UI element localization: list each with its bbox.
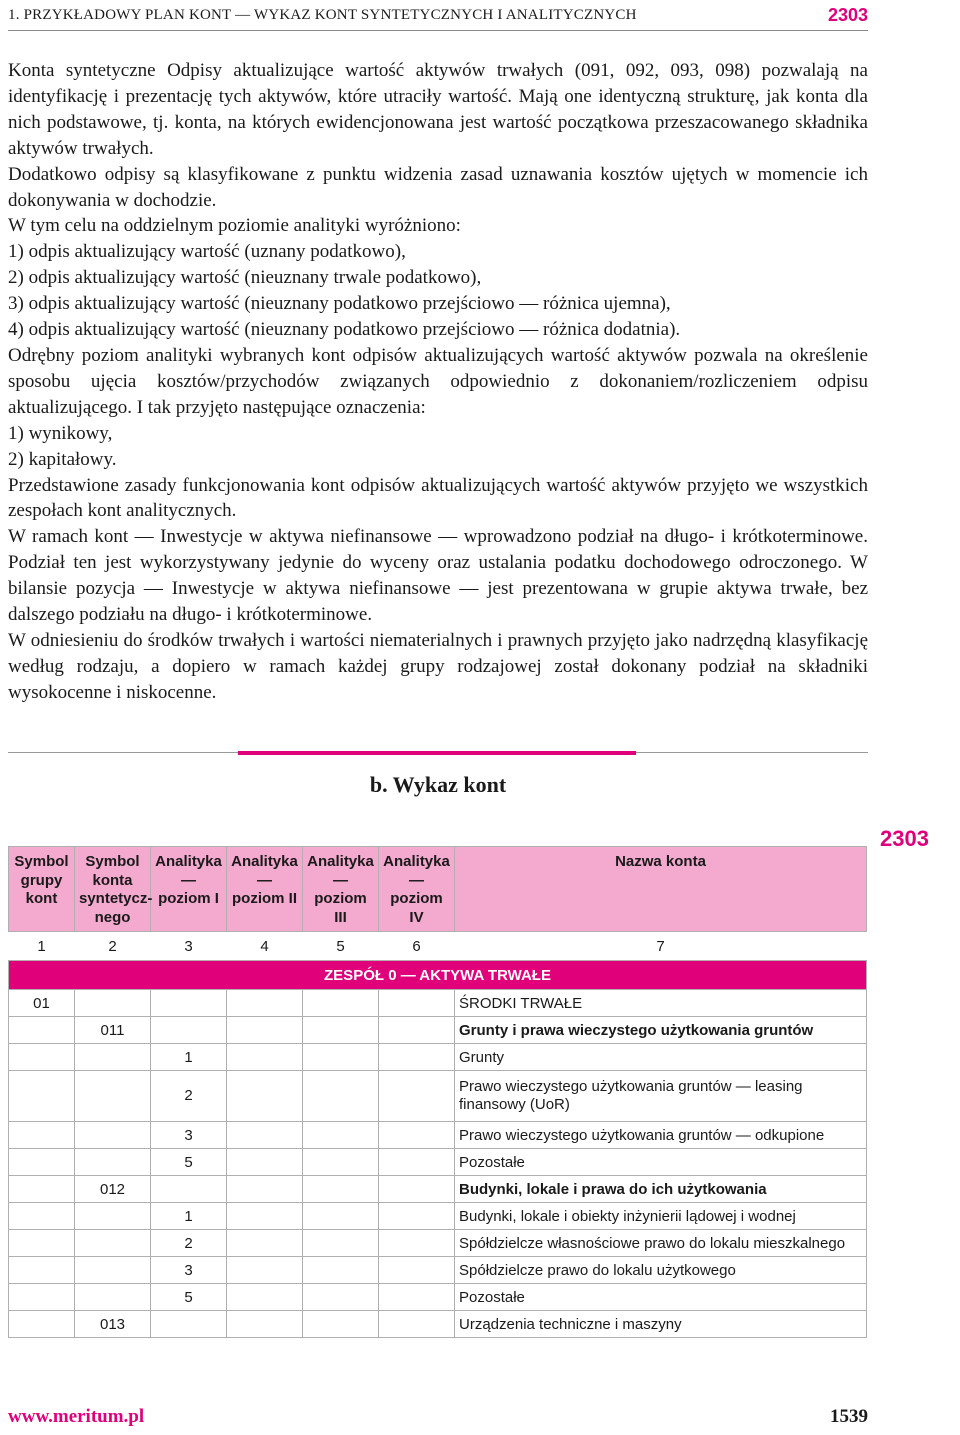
cell-level-3 <box>303 1311 379 1338</box>
group-label: ZESPÓŁ 0 — AKTYWA TRWAŁE <box>9 961 867 990</box>
column-number: 7 <box>455 932 867 961</box>
account-rows <box>9 990 867 1338</box>
section-title: b. Wykaz kont <box>369 772 507 797</box>
cell-group-symbol <box>9 1257 75 1284</box>
paragraph: Przedstawione zasady funkcjonowania kont odpisów aktualizujących wartość aktywów przyjęto we wszystkich zespołach kont analitycznych. <box>8 474 868 522</box>
cell-synthetic-symbol: 012 <box>75 1176 151 1203</box>
table-row <box>9 1122 867 1149</box>
cell-level-3 <box>303 1284 379 1311</box>
cell-level-3 <box>303 1149 379 1176</box>
cell-level-2 <box>227 1017 303 1044</box>
cell-level-1: 5 <box>151 1284 227 1311</box>
cell-account-name: Pozostałe <box>455 1284 867 1311</box>
cell-group-symbol <box>9 1284 75 1311</box>
cell-level-1: 3 <box>151 1257 227 1284</box>
footer-page-number: 1539 <box>830 1406 868 1427</box>
cell-account-name: Budynki, lokale i prawa do ich użytkowania <box>455 1176 867 1203</box>
column-number: 4 <box>227 932 303 961</box>
cell-level-3 <box>303 1257 379 1284</box>
accounts-table <box>8 846 867 1338</box>
cell-level-2 <box>227 1122 303 1149</box>
cell-group-symbol <box>9 1230 75 1257</box>
cell-group-symbol <box>9 1176 75 1203</box>
table-row <box>9 1230 867 1257</box>
paragraph: W ramach kont — Inwestycje w aktywa niefinansowe — wprowadzono podział na długo- i krótkoterminowe. Podział ten jest wykorzystywany jedynie do wyceny oraz ustalania podatku dochodowego odroczonego. W bilansie pozycja — Inwestycje w aktywa niefinansowe — jest prezentowana w grupie aktywa trwałe, bez dalszego podziału na długo- i krótkoterminowe. <box>8 526 868 626</box>
table-row <box>9 1176 867 1203</box>
table-row <box>9 1203 867 1230</box>
table-row <box>9 1257 867 1284</box>
cell-account-name: Spółdzielcze własnościowe prawo do lokalu mieszkalnego <box>455 1230 867 1257</box>
cell-level-4 <box>379 1176 455 1203</box>
paragraph: W odniesieniu do środków trwałych i wartości niematerialnych i prawnych przyjęto jako nadrzędną klasyfikację według rodzaju, a dopiero w ramach każdej grupy rodzajowej został dokonany podział na składniki wysokocenne i niskocenne. <box>8 629 868 703</box>
cell-group-symbol <box>9 1203 75 1230</box>
cell-level-4 <box>379 1122 455 1149</box>
header-page-code: 2303 <box>827 5 868 25</box>
cell-level-1 <box>151 1176 227 1203</box>
cell-level-1 <box>151 1017 227 1044</box>
table-row <box>9 1071 867 1122</box>
cell-synthetic-symbol <box>75 1044 151 1071</box>
list-item: 2) odpis aktualizujący wartość (nieuznany trwale podatkowo), <box>8 267 482 289</box>
column-number: 5 <box>303 932 379 961</box>
column-number: 3 <box>151 932 227 961</box>
cell-level-4 <box>379 1203 455 1230</box>
cell-level-1: 3 <box>151 1122 227 1149</box>
cell-level-3 <box>303 1230 379 1257</box>
cell-synthetic-symbol <box>75 1122 151 1149</box>
column-number: 6 <box>379 932 455 961</box>
column-number: 2 <box>75 932 151 961</box>
cell-synthetic-symbol <box>75 990 151 1017</box>
running-header <box>8 0 868 31</box>
cell-level-1 <box>151 990 227 1017</box>
cell-level-1: 5 <box>151 1149 227 1176</box>
table-row <box>9 990 867 1017</box>
cell-level-1 <box>151 1311 227 1338</box>
cell-level-4 <box>379 1017 455 1044</box>
table-row <box>9 1284 867 1311</box>
column-header: Analityka — poziom I <box>151 847 227 932</box>
cell-level-2 <box>227 1149 303 1176</box>
column-header: Symbol grupy kont <box>9 847 75 932</box>
column-header: Analityka — poziom III <box>303 847 379 932</box>
cell-synthetic-symbol <box>75 1203 151 1230</box>
cell-synthetic-symbol <box>75 1257 151 1284</box>
cell-level-4 <box>379 1071 455 1122</box>
cell-synthetic-symbol: 013 <box>75 1311 151 1338</box>
cell-level-3 <box>303 1044 379 1071</box>
column-number: 1 <box>9 932 75 961</box>
cell-level-2 <box>227 1257 303 1284</box>
paragraph: Konta syntetyczne Odpisy aktualizujące wartość aktywów trwałych (091, 092, 093, 098) pozwalają na identyfikację i prezentację tych aktywów, które utraciły wartość. Mają one identyczną strukturę, jak konta dla nich podstawowe, tj. konta, na których ewidencjonowana jest wartość początkowa przeszacowanego składnika aktywów trwałych. <box>8 60 868 159</box>
group-row <box>9 961 867 990</box>
table-row <box>9 1044 867 1071</box>
cell-level-3 <box>303 1071 379 1122</box>
cell-level-2 <box>227 1230 303 1257</box>
cell-synthetic-symbol <box>75 1284 151 1311</box>
list-item: 3) odpis aktualizujący wartość (nieuznany podatkowo przejściowo — różnica ujemna), <box>8 293 671 315</box>
list-item: 1) odpis aktualizujący wartość (uznany podatkowo), <box>8 241 406 263</box>
cell-level-2 <box>227 1203 303 1230</box>
cell-level-1: 1 <box>151 1203 227 1230</box>
column-header: Analityka — poziom IV <box>379 847 455 932</box>
list-item: 2) kapitałowy. <box>8 448 117 470</box>
cell-level-3 <box>303 990 379 1017</box>
cell-group-symbol <box>9 1122 75 1149</box>
cell-account-name: Spółdzielcze prawo do lokalu użytkowego <box>455 1257 867 1284</box>
column-header: Analityka — poziom II <box>227 847 303 932</box>
cell-group-symbol <box>9 1149 75 1176</box>
cell-account-name: Grunty i prawa wieczystego użytkowania gruntów <box>455 1017 867 1044</box>
cell-level-4 <box>379 1284 455 1311</box>
cell-level-4 <box>379 1044 455 1071</box>
cell-level-2 <box>227 990 303 1017</box>
table-row <box>9 1311 867 1338</box>
cell-account-name: Prawo wieczystego użytkowania gruntów — odkupione <box>455 1122 867 1149</box>
header-title: 1. PRZYKŁADOWY PLAN KONT — WYKAZ KONT SYNTETYCZNYCH I ANALITYCZNYCH <box>8 7 637 23</box>
table-row <box>9 1149 867 1176</box>
table-header-row <box>9 847 867 932</box>
column-number-row <box>9 932 867 961</box>
cell-level-3 <box>303 1122 379 1149</box>
side-page-code: 2303 <box>880 826 929 851</box>
column-header: Symbol konta syntetycznego <box>75 847 151 932</box>
cell-group-symbol <box>9 1017 75 1044</box>
cell-level-4 <box>379 1230 455 1257</box>
cell-level-4 <box>379 1149 455 1176</box>
paragraph: W tym celu na oddzielnym poziomie analityki wyróżniono: <box>8 215 461 237</box>
paragraph: Odrębny poziom analityki wybranych kont odpisów aktualizujących wartość aktywów pozwala na określenie sposobu ujęcia kosztów/przychodów związanych odpowiednio z dokonaniem/rozliczeniem odpisu aktualizującego. I tak przyjęto następujące oznaczenia: <box>8 344 868 418</box>
cell-level-2 <box>227 1284 303 1311</box>
table-row <box>9 1017 867 1044</box>
column-header: Nazwa konta <box>455 847 867 932</box>
cell-account-name: Pozostałe <box>455 1149 867 1176</box>
section-divider-accent <box>238 751 636 755</box>
cell-level-4 <box>379 990 455 1017</box>
paragraph: Dodatkowo odpisy są klasyfikowane z punktu widzenia zasad uznawania kosztów ujętych w momencie ich dokonywania w dochodzie. <box>8 163 868 211</box>
cell-account-name: Prawo wieczystego użytkowania gruntów — leasing finansowy (UoR) <box>455 1071 867 1122</box>
cell-synthetic-symbol <box>75 1149 151 1176</box>
cell-group-symbol <box>9 1311 75 1338</box>
cell-level-4 <box>379 1257 455 1284</box>
cell-level-3 <box>303 1203 379 1230</box>
cell-account-name: ŚRODKI TRWAŁE <box>455 990 867 1017</box>
cell-account-name: Urządzenia techniczne i maszyny <box>455 1311 867 1338</box>
cell-level-3 <box>303 1017 379 1044</box>
cell-account-name: Budynki, lokale i obiekty inżynierii lądowej i wodnej <box>455 1203 867 1230</box>
list-item: 1) wynikowy, <box>8 422 113 444</box>
cell-synthetic-symbol <box>75 1071 151 1122</box>
cell-level-2 <box>227 1176 303 1203</box>
cell-group-symbol <box>9 1044 75 1071</box>
cell-account-name: Grunty <box>455 1044 867 1071</box>
cell-level-2 <box>227 1311 303 1338</box>
cell-group-symbol <box>9 1071 75 1122</box>
cell-level-2 <box>227 1044 303 1071</box>
cell-level-2 <box>227 1071 303 1122</box>
body-text <box>8 58 868 706</box>
cell-level-1: 2 <box>151 1071 227 1122</box>
list-item: 4) odpis aktualizujący wartość (nieuznany podatkowo przejściowo — różnica dodatnia). <box>8 319 681 341</box>
cell-level-1: 1 <box>151 1044 227 1071</box>
cell-level-4 <box>379 1311 455 1338</box>
cell-synthetic-symbol <box>75 1230 151 1257</box>
cell-group-symbol: 01 <box>9 990 75 1017</box>
cell-level-1: 2 <box>151 1230 227 1257</box>
cell-level-3 <box>303 1176 379 1203</box>
cell-synthetic-symbol: 011 <box>75 1017 151 1044</box>
footer-url[interactable]: www.meritum.pl <box>8 1406 145 1427</box>
